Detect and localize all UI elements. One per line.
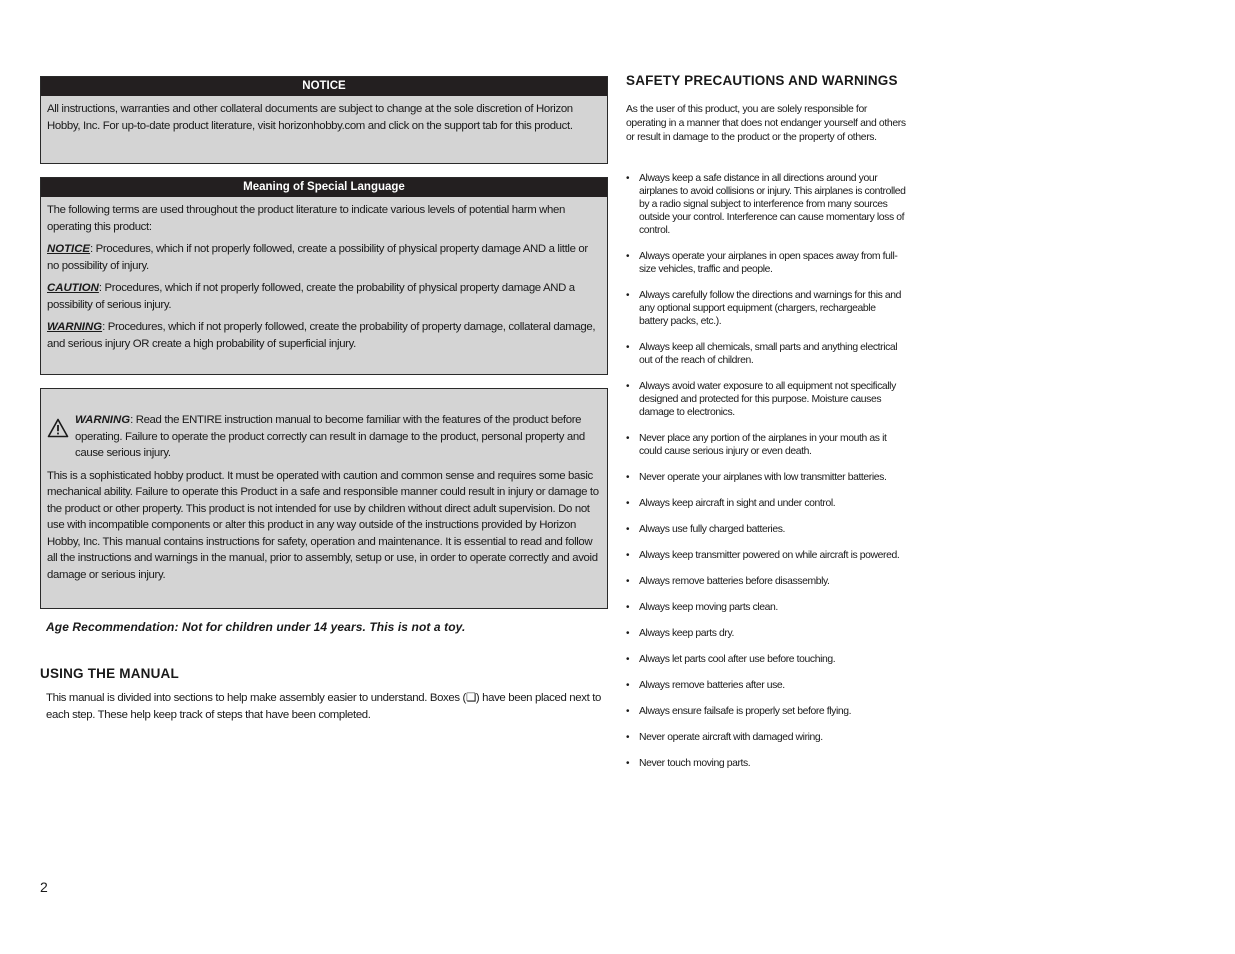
using-manual-heading: USING THE MANUAL [40,666,179,681]
special-language-intro: The following terms are used throughout the product literature to indicate various levels of potential harm when operating this product: [47,204,565,233]
age-recommendation: Age Recommendation: Not for children under 14 years. This is not a toy. [46,620,466,634]
list-item: • Always keep a safe distance in all directions around your airplanes to avoid collisions or injury. This airplanes is controlled by a radio signal subject to interference from many sources outside your control. Interference can cause momentary loss of control. [626,172,906,237]
warning-definition-text: : Procedures, which if not properly followed, create the probability of property damage, collateral damage, and serious injury OR create a high probability of superficial injury. [47,321,596,350]
notice-text: All instructions, warranties and other collateral documents are subject to change at the sole discretion of Horizon Hobby, Inc. For up-to-date product literature, visit horizonhobby.com and click on the support tab for this product. [47,103,573,132]
list-item: • Always remove batteries after use. [626,679,906,692]
list-item: • Never touch moving parts. [626,757,906,770]
using-manual-text: This manual is divided into sections to help make assembly easier to understand. Boxes (❏) have been placed next to each step. These help keep track of steps that have been completed. [46,692,602,721]
warning-lead-row [41,412,607,462]
list-item: • Always remove batteries before disassembly. [626,575,906,588]
safety-heading: SAFETY PRECAUTIONS AND WARNINGS [626,73,898,88]
list-item: • Always keep transmitter powered on while aircraft is powered. [626,549,906,562]
warning-lead-text: : Read the ENTIRE instruction manual to become familiar with the features of the product before operating. Failure to operate the product correctly can result in damage to the product, personal property and cause serious injury. [75,414,585,459]
special-language-box [40,177,608,375]
list-item: • Always avoid water exposure to all equipment not specifically designed and protected for this purpose. Moisture causes damage to electronics. [626,380,906,419]
special-language-title: Meaning of Special Language [41,178,607,197]
notice-title: NOTICE [41,77,607,96]
list-item: • Never operate aircraft with damaged wiring. [626,731,906,744]
list-item: • Never operate your airplanes with low transmitter batteries. [626,471,906,484]
safety-intro: As the user of this product, you are solely responsible for operating in a manner that does not endanger yourself and others or result in damage to the product or the property of others. [626,104,906,144]
list-item: • Always operate your airplanes in open spaces away from full-size vehicles, traffic and people. [626,250,906,276]
caution-term: CAUTION [47,282,99,294]
warning-definition [41,319,607,352]
list-item: • Always carefully follow the directions and warnings for this and any optional support equipment (chargers, rechargeable battery packs, etc.). [626,289,906,328]
notice-term: NOTICE [47,243,91,255]
warning-lead [69,412,607,462]
list-item: • Always use fully charged batteries. [626,523,906,536]
warning-box [40,388,608,609]
notice-definition [41,241,607,274]
notice-box [40,76,608,164]
warning-term: WARNING [47,321,103,333]
list-item: • Always ensure failsafe is properly set before flying. [626,705,906,718]
notice-definition-text: : Procedures, which if not properly followed, create a possibility of physical property damage AND a little or no possibility of injury. [47,243,588,272]
warning-triangle-icon [47,418,69,438]
list-item: • Always keep moving parts clean. [626,601,906,614]
warning-lead-term: WARNING [75,414,131,426]
caution-definition-text: : Procedures, which if not properly followed, create the probability of physical property damage AND a possibility of serious injury. [47,282,575,311]
caution-definition [41,280,607,313]
list-item: • Always keep parts dry. [626,627,906,640]
warning-body: This is a sophisticated hobby product. It must be operated with caution and common sense and requires some basic mechanical ability. Failure to operate this Product in a safe and responsible manner could result in injury or damage to the product or other property. This product is not intended for use by children without direct adult supervision. Do not use with incompatible components or alter this product in any way outside of the instructions provided by Horizon Hobby, Inc. This manual contains instructions for safety, operation and maintenance. It is essential to read and follow all the instructions and warnings in the manual, prior to assembly, setup or use, in order to operate correctly and avoid damage or serious injury. [47,469,599,581]
page-number: 2 [40,879,48,895]
list-item: • Never place any portion of the airplanes in your mouth as it could cause serious injury or even death. [626,432,906,458]
list-item: • Always keep all chemicals, small parts and anything electrical out of the reach of children. [626,341,906,367]
safety-list [626,172,906,770]
list-item: • Always let parts cool after use before touching. [626,653,906,666]
list-item: • Always keep aircraft in sight and under control. [626,497,906,510]
